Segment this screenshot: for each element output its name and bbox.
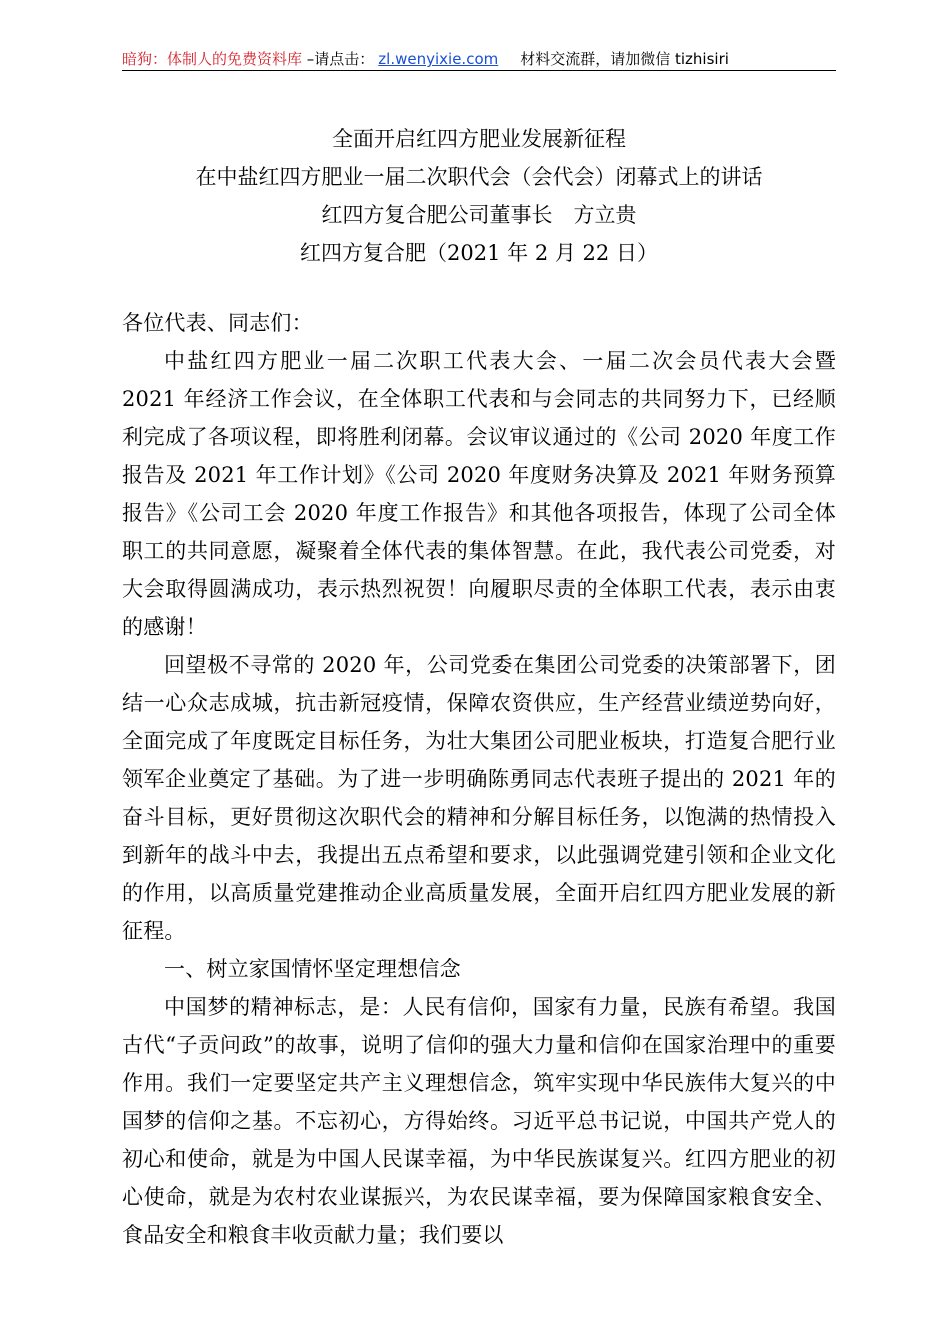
header-contact: 材料交流群，请加微信 tizhisiri — [520, 50, 729, 68]
section-heading: 一、树立家国情怀坚定理想信念 — [164, 957, 461, 981]
paragraph: 中盐红四方肥业一届二次职工代表大会、一届二次会员代表大会暨 2021 年经济工作会议，在全体职工代表和与会同志的共同努力下，已经顺利完成了各项议程，即将胜利闭幕。会议审议通过的《公司 2020 年度工作报告及 2021 年工作计划》《公司 2020 年度财务决算及 2021 年财务预算报告》《公司工会 2020 年度工作报告》和其他各项报告，体现了公司全体职工的共同意愿，凝聚着全体代表的集体智慧。在此，我代表公司党委，对大会取得圆满成功，表示热烈祝贺！向履职尽责的全体职工代表，表示由衷的感谢！ — [122, 349, 836, 639]
document-title: 全面开启红四方肥业发展新征程 — [332, 127, 626, 151]
header-brand: 暗狗：体制人的免费资料库 — [122, 50, 303, 68]
paragraph: 回望极不寻常的 2020 年，公司党委在集团公司党委的决策部署下，团结一心众志成城，抗击新冠疫情，保障农资供应，生产经营业绩逆势向好，全面完成了年度既定目标任务，为壮大集团公司肥业板块，打造复合肥行业领军企业奠定了基础。为了进一步明确陈勇同志代表班子提出的 2021 年的奋斗目标，更好贯彻这次职代会的精神和分解目标任务，以饱满的热情投入到新年的战斗中去，我提出五点希望和要求，以此强调党建引领和企业文化的作用，以高质量党建推动企业高质量发展，全面开启红四方肥业发展的新征程。 — [122, 653, 836, 943]
page-header — [122, 48, 836, 70]
document-date: 红四方复合肥（2021 年 2 月 22 日） — [300, 241, 658, 265]
document-body — [122, 304, 836, 1254]
paragraph: 中国梦的精神标志，是：人民有信仰，国家有力量，民族有希望。我国古代“子贡问政”的故事，说明了信仰的强大力量和信仰在国家治理中的重要作用。我们一定要坚定共产主义理想信念，筑牢实现中华民族伟大复兴的中国梦的信仰之基。不忘初心，方得始终。习近平总书记说，中国共产党人的初心和使命，就是为中国人民谋幸福，为中华民族谋复兴。红四方肥业的初心使命，就是为农村农业谋振兴，为农民谋幸福，要为保障国家粮食安全、食品安全和粮食丰收贡献力量；我们要以 — [122, 995, 836, 1247]
salutation: 各位代表、同志们： — [122, 311, 313, 335]
document-title-block — [122, 120, 836, 272]
document-author: 红四方复合肥公司董事长 方立贵 — [321, 203, 637, 227]
header-divider — [122, 70, 836, 71]
header-link[interactable]: zl.wenyixie.com — [378, 50, 499, 68]
document-subtitle: 在中盐红四方肥业一届二次职代会（会代会）闭幕式上的讲话 — [195, 165, 763, 189]
header-prompt: –请点击： — [302, 50, 375, 68]
